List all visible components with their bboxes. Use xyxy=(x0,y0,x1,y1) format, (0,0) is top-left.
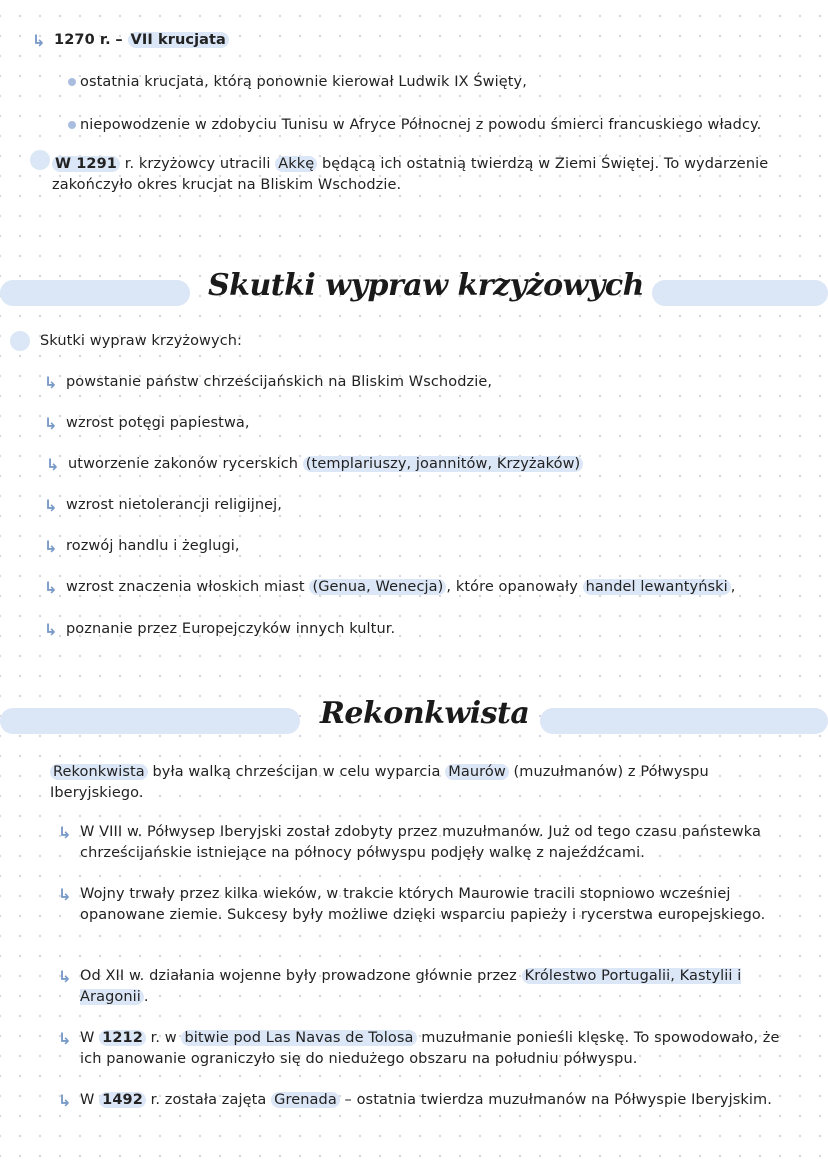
effects-item xyxy=(68,454,583,475)
item-highlight: (templariuszy, joannitów, Krzyżaków) xyxy=(303,456,584,472)
effects-intro: Skutki wypraw krzyżowych: xyxy=(40,333,243,349)
arrow-icon: ↳ xyxy=(44,578,58,597)
heading-band-left xyxy=(0,280,190,306)
arrow-icon: ↳ xyxy=(58,1091,72,1110)
note-circle-icon xyxy=(10,331,30,351)
reconquista-paragraph xyxy=(80,1090,800,1111)
title-date: 1270 r. xyxy=(54,32,111,48)
crusade-title xyxy=(54,30,229,51)
paragraph-text: . xyxy=(143,989,149,1005)
paragraph-year: 1212 xyxy=(99,1030,146,1046)
reconquista-paragraph xyxy=(80,1028,800,1070)
intro-highlight: Maurów xyxy=(445,764,509,780)
arrow-icon: ↳ xyxy=(44,414,58,433)
note-circle-icon xyxy=(30,150,50,170)
paragraph-text: r. została zajęta xyxy=(145,1092,272,1108)
heading-band-right xyxy=(540,708,828,734)
bullet-dot-icon xyxy=(68,78,76,86)
intro-highlight: Rekonkwista xyxy=(50,764,148,780)
paragraph-year: 1492 xyxy=(99,1092,146,1108)
paragraph-text: muzułmanie ponieśli klęskę. To spowodowało, że ich panowanie ograniczyło się do niedużego obszaru na południu półwyspu. xyxy=(80,1030,780,1067)
paragraph-text: Od XII w. działania wojenne były prowadzone głównie przez xyxy=(80,968,522,984)
arrow-icon: ↳ xyxy=(32,31,46,50)
title-dash: – xyxy=(115,32,123,48)
note-city: Akkę xyxy=(275,156,317,172)
arrow-icon: ↳ xyxy=(44,373,58,392)
crusade-bullet: ostatnia krucjata, którą ponownie kierował Ludwik IX Święty, xyxy=(80,74,527,90)
bullet-dot-icon xyxy=(68,121,76,129)
arrow-icon: ↳ xyxy=(58,1029,72,1048)
effects-item: powstanie państw chrześcijańskich na Bliskim Wschodzie, xyxy=(66,374,493,390)
crusade-note xyxy=(52,154,812,196)
item-text: utworzenie zakonów rycerskich xyxy=(68,456,303,472)
arrow-icon: ↳ xyxy=(44,496,58,515)
intro-text: (muzułmanów) z Półwyspu Iberyjskiego. xyxy=(50,764,709,801)
paragraph-text: r. w xyxy=(145,1030,182,1046)
item-highlight: handel lewantyński xyxy=(583,579,731,595)
paragraph-text: W xyxy=(80,1030,100,1046)
arrow-icon: ↳ xyxy=(46,455,60,474)
title-label: VII krucjata xyxy=(128,32,229,48)
paragraph-highlight: Królestwo Portugalii, Kastylii i Aragonii xyxy=(80,968,742,1005)
reconquista-intro xyxy=(50,762,790,804)
crusade-bullet: niepowodzenie w zdobyciu Tunisu w Afryce Północnej z powodu śmierci francuskiego władcy. xyxy=(80,117,762,133)
effects-item: wzrost potęgi papiestwa, xyxy=(66,415,250,431)
note-rest: będącą ich ostatnią twierdzą w Ziemi Świętej. To wydarzenie zakończyło okres krucjat na Bliskim Wschodzie. xyxy=(52,156,769,193)
paragraph-highlight: bitwie pod Las Navas de Tolosa xyxy=(181,1030,416,1046)
paragraph-text: W xyxy=(80,1092,100,1108)
note-text: r. krzyżowcy utracili xyxy=(120,156,276,172)
item-highlight: (Genua, Wenecja) xyxy=(309,579,446,595)
heading-band-right xyxy=(652,280,828,306)
note-year: W 1291 xyxy=(52,156,120,172)
effects-item xyxy=(66,577,736,598)
effects-item: poznanie przez Europejczyków innych kultur. xyxy=(66,621,396,637)
arrow-icon: ↳ xyxy=(58,967,72,986)
effects-item: wzrost nietolerancji religijnej, xyxy=(66,497,282,513)
reconquista-paragraph: W VIII w. Półwysep Iberyjski został zdobyty przez muzułmanów. Już od tego czasu państewka chrześcijańskie istniejące na północy półwyspu podjęły walkę z najeźdźcami. xyxy=(80,824,761,861)
arrow-icon: ↳ xyxy=(44,537,58,556)
intro-text: była walką chrześcijan w celu wyparcia xyxy=(147,764,446,780)
section-heading-reconquista: Rekonkwista xyxy=(320,696,530,731)
reconquista-paragraph: Wojny trwały przez kilka wieków, w trakcie których Maurowie tracili stopniowo wcześniej opanowane ziemie. Sukcesy były możliwe dzięki wsparciu papieży i rycerstwa europejskiego. xyxy=(80,886,766,923)
arrow-icon: ↳ xyxy=(58,885,72,904)
paragraph-text: – ostatnia twierdza muzułmanów na Półwyspie Iberyjskim. xyxy=(339,1092,772,1108)
arrow-icon: ↳ xyxy=(44,620,58,639)
reconquista-paragraph xyxy=(80,966,800,1008)
paragraph-highlight: Grenada xyxy=(271,1092,340,1108)
section-heading-effects: Skutki wypraw krzyżowych xyxy=(208,268,644,303)
heading-band-left xyxy=(0,708,300,734)
item-text: wzrost znaczenia włoskich miast xyxy=(66,579,310,595)
item-text: , które opanowały xyxy=(446,579,583,595)
item-text: , xyxy=(730,579,736,595)
effects-item: rozwój handlu i żeglugi, xyxy=(66,538,240,554)
arrow-icon: ↳ xyxy=(58,823,72,842)
